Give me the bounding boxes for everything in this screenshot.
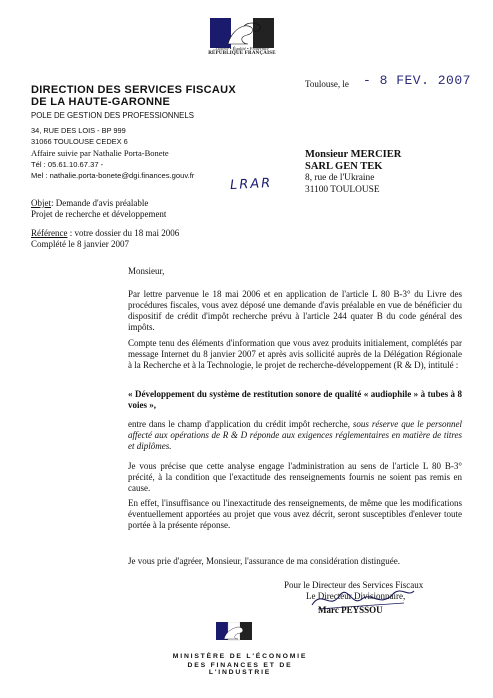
object-line: [31, 198, 148, 208]
republic-motto: Liberté • Égalité • Fraternité: [215, 46, 269, 51]
reference-line: [31, 228, 179, 238]
sender-address-line2: 31066 TOULOUSE CEDEX 6: [31, 137, 128, 146]
recipient-city: 31100 TOULOUSE: [305, 185, 380, 195]
letter-closing: Je vous prie d'agréer, Monsieur, l'assurance de ma considération distinguée.: [128, 556, 400, 566]
object-label: Objet: [31, 198, 51, 208]
object-text: : Demande d'avis préalable: [51, 198, 149, 208]
date-stamp: - 8 FEV. 2007: [363, 73, 471, 88]
letter-paragraph-2: Compte tenu des éléments d'information que vous avez produits initialement, complétés par message Internet du 8 janvier 2007 et après avis sollicité auprès de la Délégation Régionale à la Recherche et à la Technologie, le projet de recherche-développement (R & D), intitulé :: [128, 338, 462, 370]
letter-paragraph-5: Je vous précise que cette analyse engage l'administration au sens de l'article L 80 B-3° précité, à la condition que l'exactitude des renseignements fournis ne soient pas remis en cause.: [128, 461, 462, 493]
paragraph-4-reservation: sous réserve que le personnel affecté aux opérations de R & D réponde aux exigences réglementaires en matière de titres et diplômes.: [128, 419, 462, 451]
signature-line1: Pour le Directeur des Services Fiscaux: [284, 580, 424, 590]
sender-pole: POLE DE GESTION DES PROFESSIONNELS: [31, 111, 194, 120]
sender-direction-line1: DIRECTION DES SERVICES FISCAUX: [31, 84, 236, 96]
date-prefix: Toulouse, le: [305, 79, 349, 89]
marianne-profile-icon: [214, 20, 270, 46]
ministry-name-line2: DES FINANCES ET DE L'INDUSTRIE: [187, 662, 293, 676]
sender-address-line1: 34, RUE DES LOIS - BP 999: [31, 126, 126, 135]
signature-line2: Le Directeur Divisionnaire,: [306, 591, 406, 601]
recipient-company: SARL GEN TEK: [305, 161, 383, 172]
object-line2: Projet de recherche et développement: [31, 209, 167, 219]
republic-name: RÉPUBLIQUE FRANÇAISE: [208, 51, 276, 56]
letter-paragraph-4: [128, 419, 462, 452]
reference-line2: Complété le 8 janvier 2007: [31, 239, 129, 249]
ministry-name-line1: MINISTÈRE DE L'ÉCONOMIE: [172, 653, 308, 660]
recipient-name: Monsieur MERCIER: [305, 149, 402, 160]
paragraph-4-start: entre dans le champ d'application du crédit impôt recherche,: [128, 419, 353, 429]
followup-email: Mel : nathalie.porta-bonete@dgi.finances.gouv.fr: [31, 171, 195, 180]
project-title: « Développement du système de restitution sonore de qualité « audiophile » à tubes à 8 voies »,: [128, 389, 462, 410]
ministry-emblem-icon: [216, 622, 252, 644]
letter-paragraph-6: En effet, l'insuffisance ou l'inexactitude des renseignements, de même que les modifications éventuellement apportées au projet que vous avez décrit, seront susceptibles d'enlever toute portée à la présente réponse.: [128, 498, 462, 530]
sender-direction-line2: DE LA HAUTE-GARONNE: [31, 96, 171, 108]
followup-phone: Tél : 05.61.10.67.37 -: [31, 160, 104, 169]
handwritten-note: LRAR: [229, 175, 273, 194]
recipient-street: 8, rue de l'Ukraine: [305, 173, 375, 183]
letter-greeting: Monsieur,: [128, 266, 165, 276]
reference-label: Référence: [31, 228, 68, 238]
reference-text: : votre dossier du 18 mai 2006: [67, 228, 180, 238]
signatory-name: Marc PEYSSOU: [318, 605, 383, 615]
letter-paragraph-1: Par lettre parvenue le 18 mai 2006 et en application de l'article L 80 B-3° du Livre des procédures fiscales, vous avez déposé une demande d'avis préalable en vue de bénéficier du dispositif de crédit d'impôt recherche prévu à l'article 244 quater B du code général des impôts.: [128, 289, 462, 332]
followup-agent: Affaire suivie par Nathalie Porta-Bonete: [31, 148, 169, 158]
